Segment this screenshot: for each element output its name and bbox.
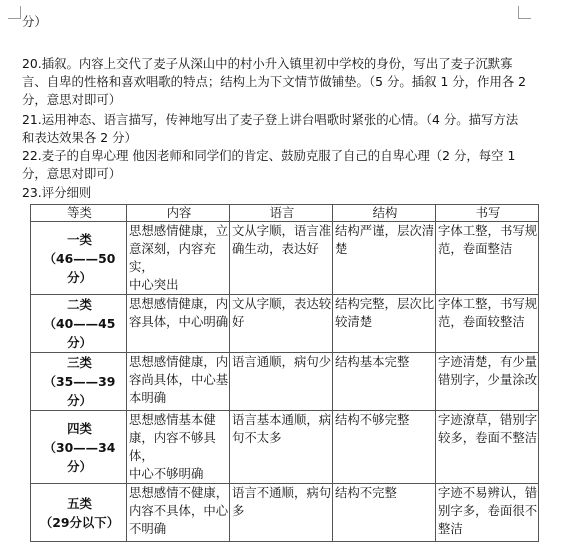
table-row — [31, 411, 539, 484]
writing-cell: 字迹不易辨认，错 别字多，卷面很不 整洁 — [436, 484, 539, 542]
answer-21-line-2: 和表达效果各 2 分） — [22, 130, 137, 145]
content-cell: 思想感情健康，内 容具体，中心明确 — [127, 295, 230, 353]
header-writing: 书写 — [436, 205, 539, 222]
writing-cell: 字迹清楚，有少量 错别字，少量涂改 — [436, 353, 539, 411]
language-cell: 语言通顺，病句少 — [230, 353, 333, 411]
structure-cell: 结构基本完整 — [333, 353, 436, 411]
structure-cell: 结构完整，层次比 较清楚 — [333, 295, 436, 353]
answer-22-line-2: 分，意思对即可） — [22, 166, 122, 181]
header-content: 内容 — [127, 205, 230, 222]
scoring-table — [30, 204, 539, 542]
answer-22-line-1: 22.麦子的自卑心理 他因老师和同学们的肯定、鼓励克服了自己的自卑心理（2 分，每空 1 — [22, 148, 516, 163]
language-cell: 语言基本通顺，病 句不太多 — [230, 411, 333, 484]
answer-21-line-1: 21.运用神态、语言描写，传神地写出了麦子登上讲台唱歌时紧张的心情。（4 分。描写方法 — [22, 112, 519, 127]
writing-cell: 字迹潦草，错别字 较多，卷面不整洁 — [436, 411, 539, 484]
content-cell: 思想感情健康，内 容尚具体，中心基 本明确 — [127, 353, 230, 411]
structure-cell: 结构不够完整 — [333, 411, 436, 484]
grade-cell — [31, 295, 127, 353]
header-structure: 结构 — [333, 205, 436, 222]
text-line: 分） — [22, 14, 47, 29]
language-cell: 文从字顺，表达较 好 — [230, 295, 333, 353]
content-cell: 思想感情不健康， 内容不具体，中心 不明确 — [127, 484, 230, 542]
grade-cell — [31, 222, 127, 295]
grade-name: 四类 — [67, 420, 92, 436]
answer-20-line-1: 20.插叙。内容上交代了麦子从深山中的村小升入镇里初中学校的身份，写出了麦子沉默寡 — [22, 56, 513, 71]
content-cell: 思想感情基本健 康，内容不够具体， 中心不够明确 — [127, 411, 230, 484]
writing-cell: 字体工整，书写规 范，卷面整洁 — [436, 222, 539, 295]
header-language: 语言 — [230, 205, 333, 222]
grade-range: （29分以下） — [39, 514, 120, 530]
grade-name: 二类 — [67, 297, 92, 312]
table-row — [31, 295, 539, 353]
grade-cell — [31, 353, 127, 411]
content-cell: 思想感情健康，立 意深刻，内容充实， 中心突出 — [127, 222, 230, 295]
grade-range: （46——50 分） — [43, 250, 116, 285]
table-row — [31, 484, 539, 542]
table-row — [31, 222, 539, 295]
writing-cell: 字体工整，书写规 范，卷面较整洁 — [436, 295, 539, 353]
language-cell: 语言不通顺，病句 多 — [230, 484, 333, 542]
grade-range: （40——45 分） — [43, 316, 116, 350]
grade-cell — [31, 411, 127, 484]
language-cell: 文从字顺，语言准 确生动，表达好 — [230, 222, 333, 295]
table-row — [31, 353, 539, 411]
structure-cell: 结构严谨，层次清 楚 — [333, 222, 436, 295]
page-corner-mark-right — [518, 6, 531, 19]
answer-20-line-2: 言、自卑的性格和喜欢唱歌的特点；结构上为下文情节做铺垫。（5 分。插叙 1 分，作用各 2 — [22, 74, 527, 89]
grade-range: （35——39 分） — [43, 374, 116, 408]
grade-name: 五类 — [67, 495, 92, 511]
answer-20-line-3: 分，意思对即可） — [22, 92, 122, 107]
structure-cell: 结构不完整 — [333, 484, 436, 542]
grade-cell — [31, 484, 127, 542]
grade-range: （30——34 分） — [43, 439, 116, 474]
grade-name: 三类 — [67, 355, 92, 370]
grade-name: 一类 — [67, 231, 92, 247]
header-grade: 等类 — [31, 205, 127, 222]
table-header-row — [31, 205, 539, 222]
answer-23-heading: 23.评分细则 — [22, 185, 92, 200]
page-corner-mark-left — [8, 6, 21, 19]
